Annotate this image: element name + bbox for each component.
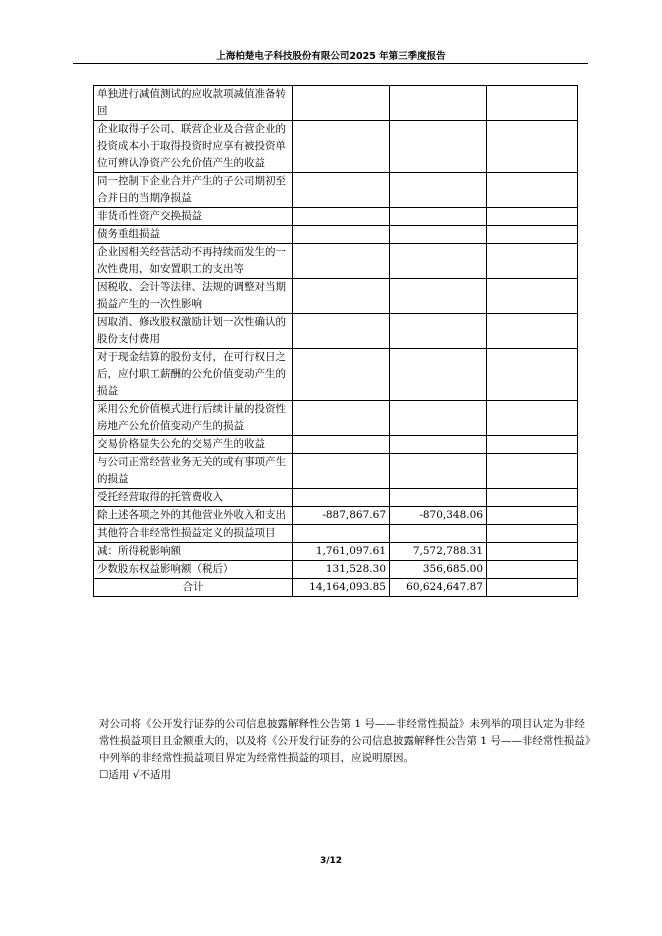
item-cell: 其他符合非经常性损益定义的损益项目 <box>94 525 293 543</box>
table-row <box>94 173 578 208</box>
ytd-cell: 7,572,788.31 <box>390 543 487 561</box>
current-period-cell: 14,164,093.85 <box>293 579 390 597</box>
note-cell <box>487 314 578 349</box>
ytd-cell: 60,624,647.87 <box>390 579 487 597</box>
note-cell <box>487 208 578 226</box>
item-cell: 企业因相关经营活动不再持续而发生的一次性费用，如安置职工的支出等 <box>94 244 293 279</box>
table-row <box>94 349 578 401</box>
item-cell: 对于现金结算的股份支付，在可行权日之后，应付职工薪酬的公允价值变动产生的损益 <box>94 349 293 401</box>
ytd-cell <box>390 436 487 454</box>
current-period-cell <box>293 208 390 226</box>
ytd-cell: 356,685.00 <box>390 561 487 579</box>
note-cell <box>487 525 578 543</box>
explanation-note <box>99 716 595 784</box>
ytd-cell <box>390 279 487 314</box>
note-cell <box>487 561 578 579</box>
ytd-cell <box>390 525 487 543</box>
table-row <box>94 401 578 436</box>
table-row <box>94 208 578 226</box>
ytd-cell <box>390 226 487 244</box>
header-divider <box>73 63 588 64</box>
ytd-cell <box>390 489 487 507</box>
note-cell <box>487 489 578 507</box>
ytd-cell: -870,348.06 <box>390 507 487 525</box>
table-row <box>94 454 578 489</box>
table-row <box>94 279 578 314</box>
current-period-cell <box>293 121 390 173</box>
table-row-total <box>94 579 578 597</box>
ytd-cell <box>390 349 487 401</box>
ytd-cell <box>390 121 487 173</box>
current-period-cell <box>293 244 390 279</box>
applicability-checkbox-text: ☐适用 √不适用 <box>99 769 171 781</box>
note-cell <box>487 121 578 173</box>
current-period-cell <box>293 349 390 401</box>
item-cell: 非货币性资产交换损益 <box>94 208 293 226</box>
item-cell: 因税收、会计等法律、法规的调整对当期损益产生的一次性影响 <box>94 279 293 314</box>
non-recurring-items-table <box>93 85 578 597</box>
ytd-cell <box>390 314 487 349</box>
note-cell <box>487 579 578 597</box>
current-period-cell: 1,761,097.61 <box>293 543 390 561</box>
ytd-cell <box>390 454 487 489</box>
item-cell: 企业取得子公司、联营企业及合营企业的投资成本小于取得投资时应享有被投资单位可辨认净资产公允价值产生的收益 <box>94 121 293 173</box>
current-period-cell <box>293 454 390 489</box>
current-period-cell <box>293 86 390 121</box>
item-cell: 减：所得税影响额 <box>94 543 293 561</box>
table-row <box>94 314 578 349</box>
current-period-cell <box>293 279 390 314</box>
table-row <box>94 244 578 279</box>
current-period-cell <box>293 436 390 454</box>
note-cell <box>487 173 578 208</box>
table-row <box>94 86 578 121</box>
note-cell <box>487 543 578 561</box>
current-period-cell <box>293 489 390 507</box>
table-row <box>94 543 578 561</box>
item-cell: 因取消、修改股权激励计划一次性确认的股份支付费用 <box>94 314 293 349</box>
page-number: 3/12 <box>319 856 343 866</box>
current-period-cell <box>293 314 390 349</box>
current-period-cell <box>293 226 390 244</box>
item-cell: 同一控制下企业合并产生的子公司期初至合并日的当期净损益 <box>94 173 293 208</box>
item-cell: 除上述各项之外的其他营业外收入和支出 <box>94 507 293 525</box>
note-cell <box>487 226 578 244</box>
table-row <box>94 561 578 579</box>
item-cell: 少数股东权益影响额（税后） <box>94 561 293 579</box>
item-cell: 债务重组损益 <box>94 226 293 244</box>
table-row <box>94 436 578 454</box>
table-row <box>94 121 578 173</box>
note-cell <box>487 454 578 489</box>
current-period-cell <box>293 173 390 208</box>
note-cell <box>487 279 578 314</box>
explanation-text: 对公司将《公开发行证券的公司信息披露解释性公告第 1 号——非经常性损益》未列举的项目认定为非经常性损益项目且金额重大的，以及将《公开发行证券的公司信息披露解释性公告第 1 号——非经常性损益》中列举的非经常性损益项目界定为经常性损益的项目，应说明原因。 <box>99 718 591 764</box>
current-period-cell: 131,528.30 <box>293 561 390 579</box>
table-row <box>94 507 578 525</box>
ytd-cell <box>390 86 487 121</box>
current-period-cell <box>293 525 390 543</box>
current-period-cell: -887,867.67 <box>293 507 390 525</box>
note-cell <box>487 401 578 436</box>
table-row <box>94 489 578 507</box>
ytd-cell <box>390 401 487 436</box>
item-cell: 单独进行减值测试的应收款项减值准备转回 <box>94 86 293 121</box>
item-cell: 受托经营取得的托管费收入 <box>94 489 293 507</box>
current-period-cell <box>293 401 390 436</box>
ytd-cell <box>390 208 487 226</box>
item-cell: 交易价格显失公允的交易产生的收益 <box>94 436 293 454</box>
note-cell <box>487 507 578 525</box>
table-row <box>94 525 578 543</box>
note-cell <box>487 86 578 121</box>
report-header-title: 上海柏楚电子科技股份有限公司2025 年第三季度报告 <box>216 51 446 62</box>
ytd-cell <box>390 244 487 279</box>
item-cell: 与公司正常经营业务无关的或有事项产生的损益 <box>94 454 293 489</box>
ytd-cell <box>390 173 487 208</box>
note-cell <box>487 436 578 454</box>
table-row <box>94 226 578 244</box>
note-cell <box>487 349 578 401</box>
item-cell: 合计 <box>94 579 293 597</box>
note-cell <box>487 244 578 279</box>
item-cell: 采用公允价值模式进行后续计量的投资性房地产公允价值变动产生的损益 <box>94 401 293 436</box>
